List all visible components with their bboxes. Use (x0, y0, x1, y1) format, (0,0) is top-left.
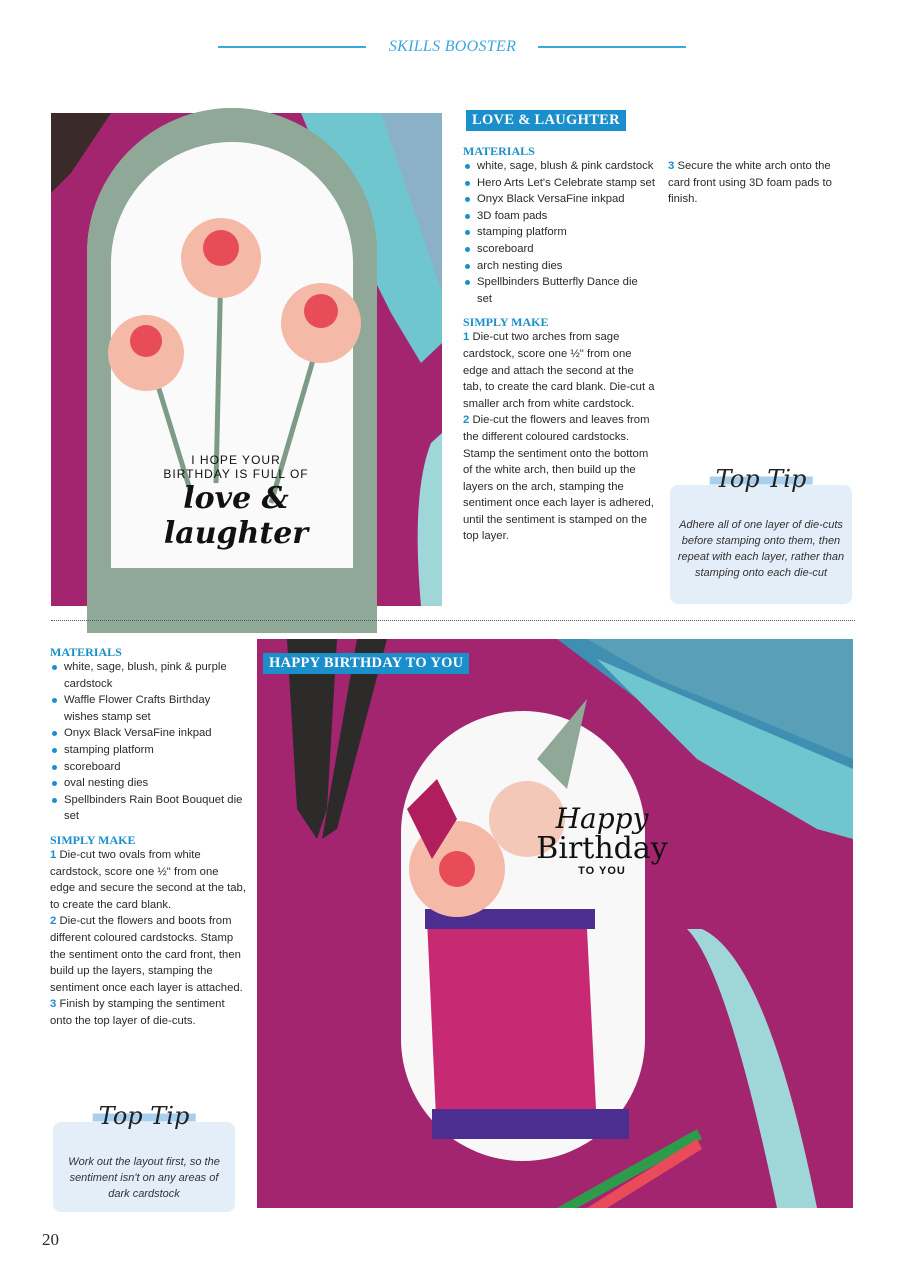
project1-title: LOVE & LAUGHTER (466, 110, 626, 131)
material-item: Spellbinders Butterfly Dance die set (463, 274, 655, 307)
card-sentiment-line2: BIRTHDAY IS FULL OF (163, 467, 309, 481)
page-number: 20 (42, 1230, 59, 1249)
top-tip-text: Work out the layout first, so the sentiment isn't on any areas of dark cardstock (68, 1156, 220, 1200)
material-item: stamping platform (463, 224, 655, 241)
section-divider (51, 620, 855, 621)
material-item: scoreboard (50, 759, 246, 776)
project2-top-tip (53, 1102, 235, 1212)
step-3: 3 Secure the white arch onto the card front using 3D foam pads to finish. (668, 160, 832, 206)
simply-make-heading: SIMPLY MAKE (463, 315, 549, 330)
material-item: Hero Arts Let's Celebrate stamp set (463, 175, 655, 192)
material-item: arch nesting dies (463, 258, 655, 275)
material-item: white, sage, blush & pink cardstock (463, 158, 655, 175)
material-item: 3D foam pads (463, 208, 655, 225)
card-sentiment (527, 804, 677, 878)
card-sentiment-script2: Birthday (536, 831, 668, 866)
love-laughter-card-photo (51, 113, 442, 606)
materials-heading: MATERIALS (50, 645, 122, 659)
materials-heading: MATERIALS (463, 144, 535, 158)
material-item: scoreboard (463, 241, 655, 258)
materials-list (50, 659, 246, 825)
materials-list (463, 158, 655, 307)
step-1: 1 Die-cut two ovals from white cardstock, score one ½" from one edge and secure the second at the tab, to create the card blank. (50, 848, 246, 911)
card-sentiment-line: TO YOU (578, 865, 626, 877)
happy-birthday-card-photo (257, 639, 853, 1208)
project1-column1 (463, 144, 655, 543)
card-illustration (257, 639, 853, 1208)
top-tip-text: Adhere all of one layer of die-cuts before stamping onto them, then repeat with each layer, rather than stamping onto each die-cut (677, 519, 845, 579)
card-sentiment-line1: I HOPE YOUR (191, 453, 281, 467)
top-tip-title: Top Tip (93, 1108, 196, 1124)
step-2: 2 Die-cut the flowers and leaves from the different coloured cardstocks. Stamp the sentiment onto the bottom of the white arch, then build up the layers on the arch, stamping the sentiment once each layer is adhered, until the sentiment is stamped on the top layer. (463, 414, 654, 543)
material-item: Spellbinders Rain Boot Bouquet die set (50, 792, 246, 825)
material-item: Waffle Flower Crafts Birthday wishes stamp set (50, 692, 246, 725)
material-item: Onyx Black VersaFine inkpad (50, 725, 246, 742)
simply-make-heading: SIMPLY MAKE (50, 832, 136, 847)
section-header: SKILLS BOOSTER (388, 38, 517, 55)
step-3: 3 Finish by stamping the sentiment onto the top layer of die-cuts. (50, 998, 225, 1027)
step-2: 2 Die-cut the flowers and boots from different coloured cardstocks. Stamp the sentiment onto the card front, then build up the layers, stamping the sentiment once each layer is attached. (50, 915, 243, 994)
project2-column (50, 645, 246, 1029)
top-tip-title: Top Tip (710, 471, 813, 487)
card-sentiment-script1: Happy (555, 802, 649, 835)
material-item: oval nesting dies (50, 775, 246, 792)
project2-title: HAPPY BIRTHDAY TO YOU (263, 653, 469, 674)
project1-column2 (668, 158, 848, 208)
step-1: 1 Die-cut two arches from sage cardstock, score one ½" from one edge and attach the second at the tab, to create the card blank. Die-cut a smaller arch from white cardstock. (463, 331, 655, 410)
card-sentiment-script: love & laughter (163, 481, 309, 551)
material-item: Onyx Black VersaFine inkpad (463, 191, 655, 208)
material-item: stamping platform (50, 742, 246, 759)
project1-top-tip (670, 465, 852, 604)
material-item: white, sage, blush, pink & purple cardstock (50, 659, 246, 692)
